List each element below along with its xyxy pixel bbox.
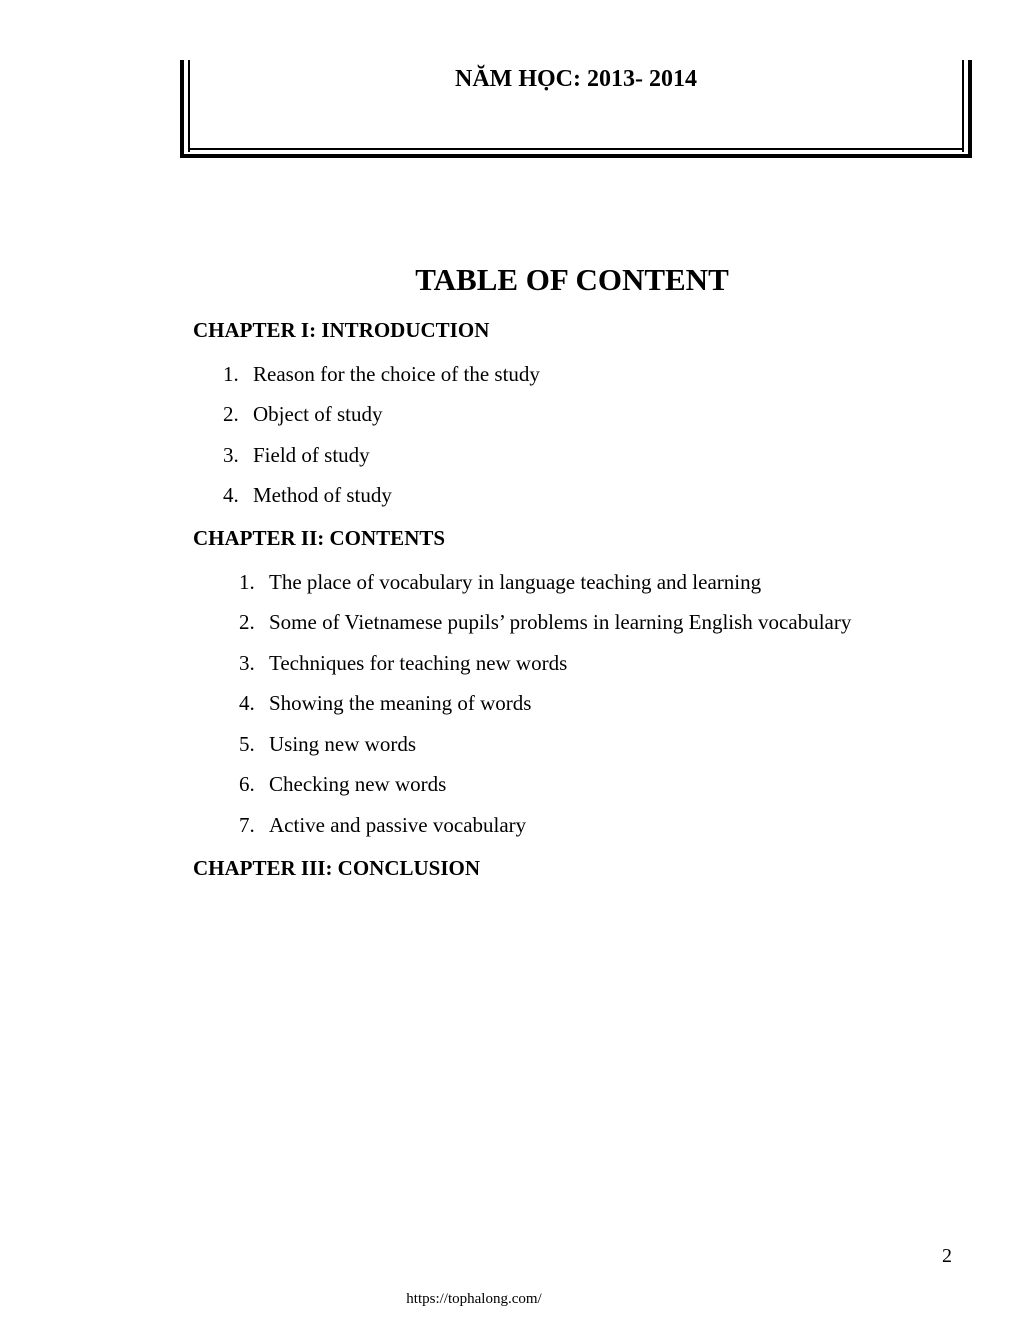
toc-item: [239, 730, 416, 758]
toc-item-text: Using new words: [269, 732, 416, 756]
toc-item: [223, 441, 370, 469]
toc-item-number: 4.: [239, 691, 255, 715]
toc-item-number: 3.: [223, 443, 239, 467]
toc-item: [223, 400, 382, 428]
toc-item-number: 1.: [239, 570, 255, 594]
toc-item-number: 2.: [239, 610, 255, 634]
toc-item: [239, 608, 851, 636]
toc-item-number: 1.: [223, 362, 239, 386]
toc-item-number: 6.: [239, 772, 255, 796]
toc-item: [223, 481, 392, 509]
school-year-heading: NĂM HỌC: 2013- 2014: [455, 66, 697, 92]
chapter-2-heading: CHAPTER II: CONTENTS: [193, 526, 446, 550]
toc-item-number: 2.: [223, 402, 239, 426]
toc-item-text: Object of study: [253, 402, 383, 426]
toc-item-text: Reason for the choice of the study: [253, 362, 540, 386]
toc-item: [239, 689, 531, 717]
chapter-1-heading: CHAPTER I: INTRODUCTION: [193, 318, 490, 342]
toc-item: [239, 568, 761, 596]
toc-item-text: Active and passive vocabulary: [269, 813, 527, 837]
toc-item: [223, 360, 540, 388]
chapter-3-heading: CHAPTER III: CONCLUSION: [193, 856, 481, 880]
toc-item-text: Field of study: [253, 443, 370, 467]
toc-item-number: 4.: [223, 483, 239, 507]
toc-item-text: Method of study: [253, 483, 392, 507]
page-title: TABLE OF CONTENT: [415, 262, 729, 297]
toc-item-text: Checking new words: [269, 772, 447, 796]
toc-item-text: Some of Vietnamese pupils’ problems in learning English vocabulary: [269, 610, 852, 634]
toc-item: [239, 770, 446, 798]
toc-item-number: 5.: [239, 732, 255, 756]
toc-item-text: Showing the meaning of words: [269, 691, 532, 715]
toc-item-number: 7.: [239, 813, 255, 837]
toc-item: [239, 811, 526, 839]
toc-item-text: The place of vocabulary in language teaching and learning: [269, 570, 762, 594]
toc-item: [239, 649, 567, 677]
toc-item-text: Techniques for teaching new words: [269, 651, 568, 675]
footer-url: https://tophalong.com/: [406, 1291, 542, 1307]
page-number: 2: [942, 1245, 952, 1267]
toc-item-number: 3.: [239, 651, 255, 675]
